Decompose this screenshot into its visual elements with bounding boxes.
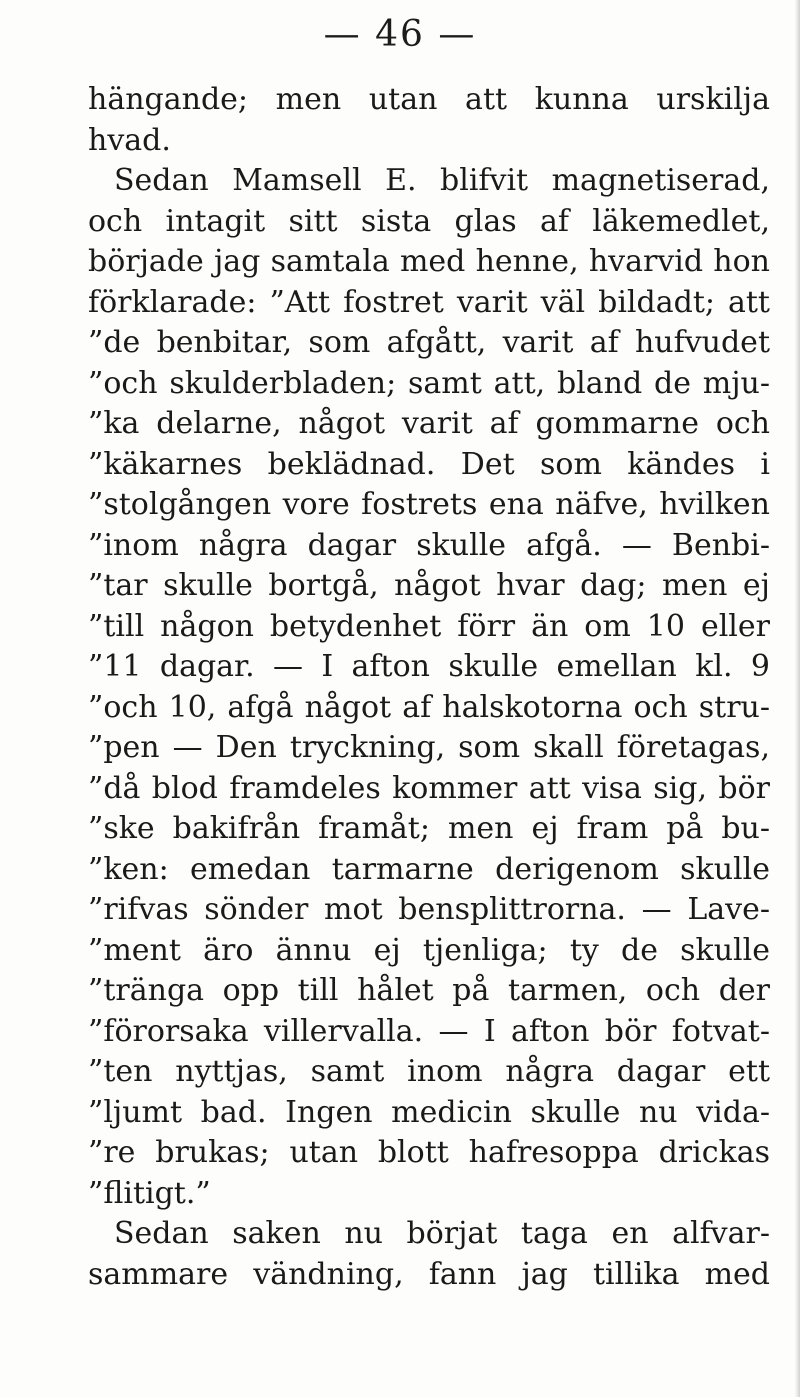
body-text — [88, 80, 770, 1295]
text-line: ”ske bakifrån framåt; men ej fram på bu- — [88, 811, 770, 846]
text-line: ”tar skulle bortgå, något hvar dag; men ej — [88, 568, 770, 603]
text-line: började jag samtala med henne, hvarvid hon — [88, 244, 770, 279]
text-line: ”och 10, afgå något af halskotorna och stru- — [88, 689, 770, 725]
text-line: ”käkarnes beklädnad. Det som kändes i — [88, 446, 770, 482]
text-line: ”ljumt bad. Ingen medicin skulle nu vida- — [88, 1094, 770, 1130]
text-line: ”pen — Den tryckning, som skall företagas, — [88, 730, 770, 765]
text-line: ”flitigt.” — [88, 1175, 211, 1211]
text-line: ”tränga opp till hålet på tarmen, och der — [88, 973, 770, 1008]
text-line: ”stolgången vore fostrets ena näfve, hvilken — [88, 487, 770, 522]
text-line: ”förorsaka villervalla. — I afton bör fotvat- — [88, 1013, 770, 1049]
text-line: ”re brukas; utan blott hafresoppa drickas — [88, 1135, 770, 1170]
text-line: ”ment äro ännu ej tjenliga; ty de skulle — [88, 932, 770, 968]
text-line: ”de benbitar, som afgått, varit af hufvudet — [88, 325, 770, 360]
text-line: ”ten nyttjas, samt inom några dagar ett — [88, 1054, 770, 1089]
text-line: ”till någon betydenhet förr än om 10 eller — [88, 608, 770, 644]
text-line: hängande; men utan att kunna urskilja — [88, 82, 770, 117]
text-line: Sedan Mamsell E. blifvit magnetiserad, — [114, 163, 770, 198]
text-line: ”rifvas sönder mot bensplittrorna. — Lave- — [88, 892, 770, 927]
text-line: ”inom några dagar skulle afgå. — Benbi- — [88, 527, 770, 563]
page-edge — [794, 0, 800, 1397]
text-line: Sedan saken nu börjat taga en alfvar- — [114, 1216, 770, 1251]
text-line: ”ka delarne, något varit af gommarne och — [88, 406, 770, 441]
text-line: och intagit sitt sista glas af läkemedlet, — [88, 203, 770, 239]
text-line: ”ken: emedan tarmarne derigenom skulle — [88, 851, 770, 887]
text-line: ”då blod framdeles kommer att visa sig, bör — [88, 770, 770, 806]
text-line: förklarade: ”Att fostret varit väl bildadt; att — [88, 284, 770, 320]
text-line: ”11 dagar. — I afton skulle emellan kl. 9 — [88, 649, 770, 684]
text-line: ”och skulderbladen; samt att, bland de mju- — [88, 365, 770, 401]
text-line: sammare vändning, fann jag tillika med — [88, 1256, 770, 1292]
text-line: hvad. — [88, 122, 171, 158]
page-number: — 46 — — [323, 14, 477, 55]
